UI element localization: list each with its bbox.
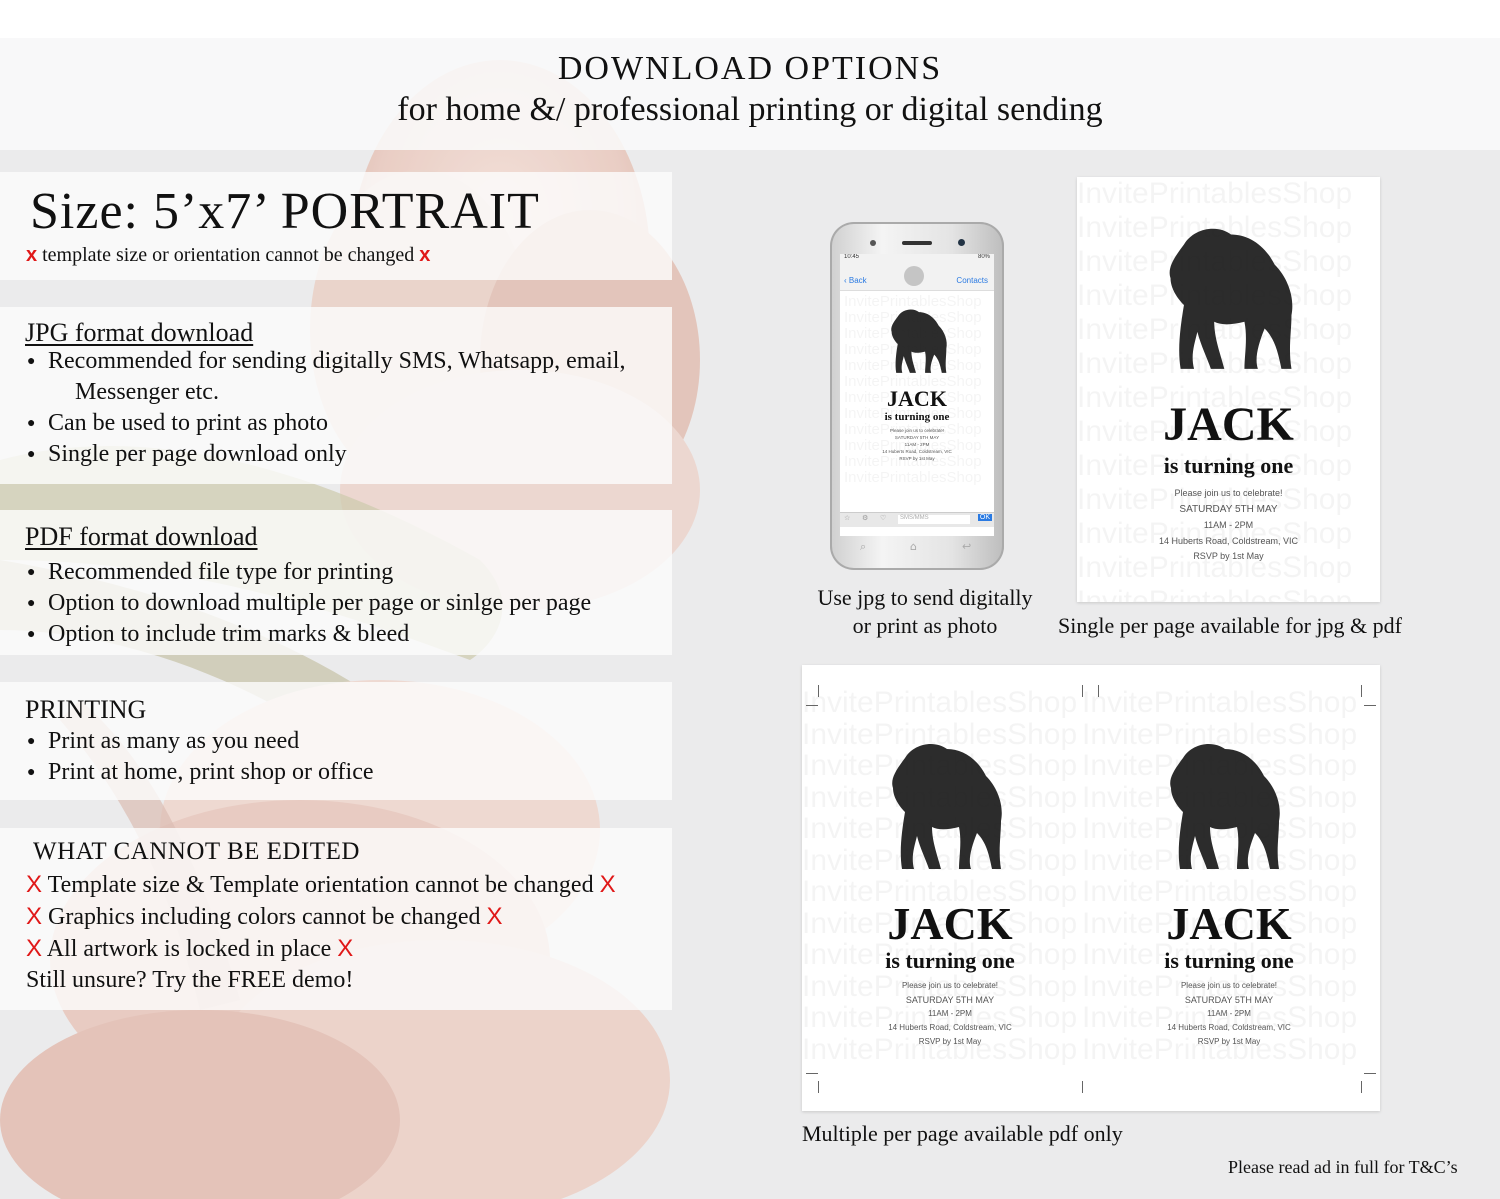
invitation-subtitle: is turning one [1163,453,1294,478]
message-header [840,264,994,291]
multiple-caption: Multiple per page available pdf only [802,1121,1123,1146]
trim-mark [806,1073,818,1074]
invitation-address: 14 Huberts Road, Coldstream, VIC [882,449,952,454]
invitation-intro: Please join us to celebrate! [1180,981,1278,990]
jpg-panel [0,307,672,484]
phone-sensor-icon [958,239,965,246]
ok-button[interactable]: OK [979,514,990,521]
jpg-list [25,346,625,470]
size-note [26,242,430,268]
trim-mark [806,705,818,706]
invitation-time: 11AM - 2PM [928,1009,972,1018]
trim-mark [818,685,819,697]
phone-caption: Use jpg to send digitally or print as photo [817,585,1033,638]
phone-camera-icon [870,240,876,246]
trim-mark [1082,685,1083,697]
invitation-subtitle: is turning one [1164,948,1294,973]
cannot-edit-title: WHAT CANNOT BE EDITED [33,838,360,865]
list-item: ● Can be used to print as photo [25,408,625,439]
invitation-name: JACK [887,898,1013,949]
invitation-rsvp: RSVP by 1st May [1193,551,1264,561]
trim-mark [1364,705,1376,706]
gorilla-silhouette [1147,221,1315,389]
list-item: X Graphics including colors cannot be changed X [26,903,503,930]
home-icon[interactable]: ⌂ [910,540,917,553]
x-mark-icon: x [26,244,38,266]
trim-mark [1364,1073,1376,1074]
cannot-edit-panel [0,828,672,1010]
contacts-button[interactable]: Contacts [956,276,988,285]
heart-icon[interactable]: ♡ [880,515,887,522]
pdf-panel [0,510,672,655]
gorilla-silhouette [881,306,957,382]
cannot-edit-list [26,869,616,996]
back-button[interactable]: ‹ Back [844,276,867,285]
invitation-name: JACK [1166,898,1292,949]
status-bar: 10:45 80% [840,254,994,264]
header-banner [0,38,1500,150]
invitation-rsvp: RSVP by 1st May [1197,1037,1261,1046]
phone-screen [840,254,994,536]
invitation-name: JACK [1163,398,1294,451]
page-title: DOWNLOAD OPTIONS [557,50,943,87]
list-item: ● Recommended for sending digitally SMS, Whatsapp, email, Messenger etc. [25,346,625,408]
gorilla-silhouette [1150,737,1300,887]
size-title: Size: 5’x7’ PORTRAIT [30,183,540,240]
pdf-list [25,557,591,650]
list-item: X Template size & Template orientation cannot be changed X [26,871,616,898]
invitation-time: 11AM - 2PM [1203,520,1254,530]
invitation-date: SATURDAY 5TH MAY [1179,504,1278,515]
list-item: ● Option to include trim marks & bleed [25,619,591,650]
phone-invitation [844,294,990,496]
trim-mark [1361,1081,1362,1093]
search-icon[interactable]: ⌕ [860,540,867,553]
list-item: ● Recommended file type for printing [25,557,591,588]
invitation-time: 11AM - 2PM [1207,1009,1251,1018]
list-item: ● Print at home, print shop or office [25,757,374,788]
trim-mark [1098,685,1099,697]
message-input-bar [840,512,994,527]
list-item: X All artwork is locked in place X [26,935,354,962]
terms-note: Please read ad in full for T&C’s [1228,1157,1458,1177]
list-item: ● Print as many as you need [25,726,374,757]
invitation-address: 14 Huberts Road, Coldstream, VIC [1158,536,1299,546]
printing-panel [0,682,672,800]
printing-section-title: PRINTING [25,695,147,724]
invitation-intro: Please join us to celebrate! [901,981,999,990]
star-icon[interactable]: ☆ [844,515,851,522]
invitation-date: SATURDAY 5TH MAY [894,435,940,440]
invitation-rsvp: RSVP by 1st May [899,456,935,461]
trim-mark [818,1081,819,1093]
jpg-section-title: JPG format download [25,318,254,347]
invitation-rsvp: RSVP by 1st May [918,1037,982,1046]
phone-nav-bar [840,538,994,560]
demo-note: Still unsure? Try the FREE demo! [26,967,354,993]
avatar-icon [904,266,924,286]
invitation-time: 11AM - 2PM [904,442,930,447]
gear-icon[interactable]: ⚙ [862,515,869,522]
phone-mockup [830,222,1004,570]
invitation-date: SATURDAY 5TH MAY [1184,995,1274,1005]
pdf-section-title: PDF format download [25,522,258,551]
invitation-subtitle: is turning one [885,948,1015,973]
single-invitation-card [1077,177,1380,602]
trim-mark [1082,1081,1083,1093]
invitation-intro: Please join us to celebrate! [889,428,945,433]
x-mark-icon: x [419,244,431,266]
size-note-text: template size or orientation cannot be changed [42,244,415,266]
invitation-address: 14 Huberts Road, Coldstream, VIC [888,1023,1012,1032]
gorilla-silhouette [872,737,1022,887]
invitation-intro: Please join us to celebrate! [1174,488,1283,498]
single-caption: Single per page available for jpg & pdf [1058,613,1402,638]
invitation-address: 14 Huberts Road, Coldstream, VIC [1167,1023,1291,1032]
back-arrow-icon[interactable]: ↩ [962,540,972,553]
page-subtitle: for home &/ professional printing or digital sending [397,91,1103,128]
sms-input[interactable]: SMS/MMS [898,515,970,524]
phone-speaker [902,241,932,245]
multiple-invitation-sheet [802,665,1380,1111]
invitation-name: JACK [887,386,947,411]
trim-mark [1361,685,1362,697]
printing-list [25,726,374,788]
list-item: ● Single per page download only [25,439,625,470]
top-strip [0,0,1500,38]
invitation-subtitle: is turning one [884,411,950,423]
list-item: ● Option to download multiple per page or sinlge per page [25,588,591,619]
invitation-date: SATURDAY 5TH MAY [905,995,995,1005]
size-panel [0,172,672,280]
